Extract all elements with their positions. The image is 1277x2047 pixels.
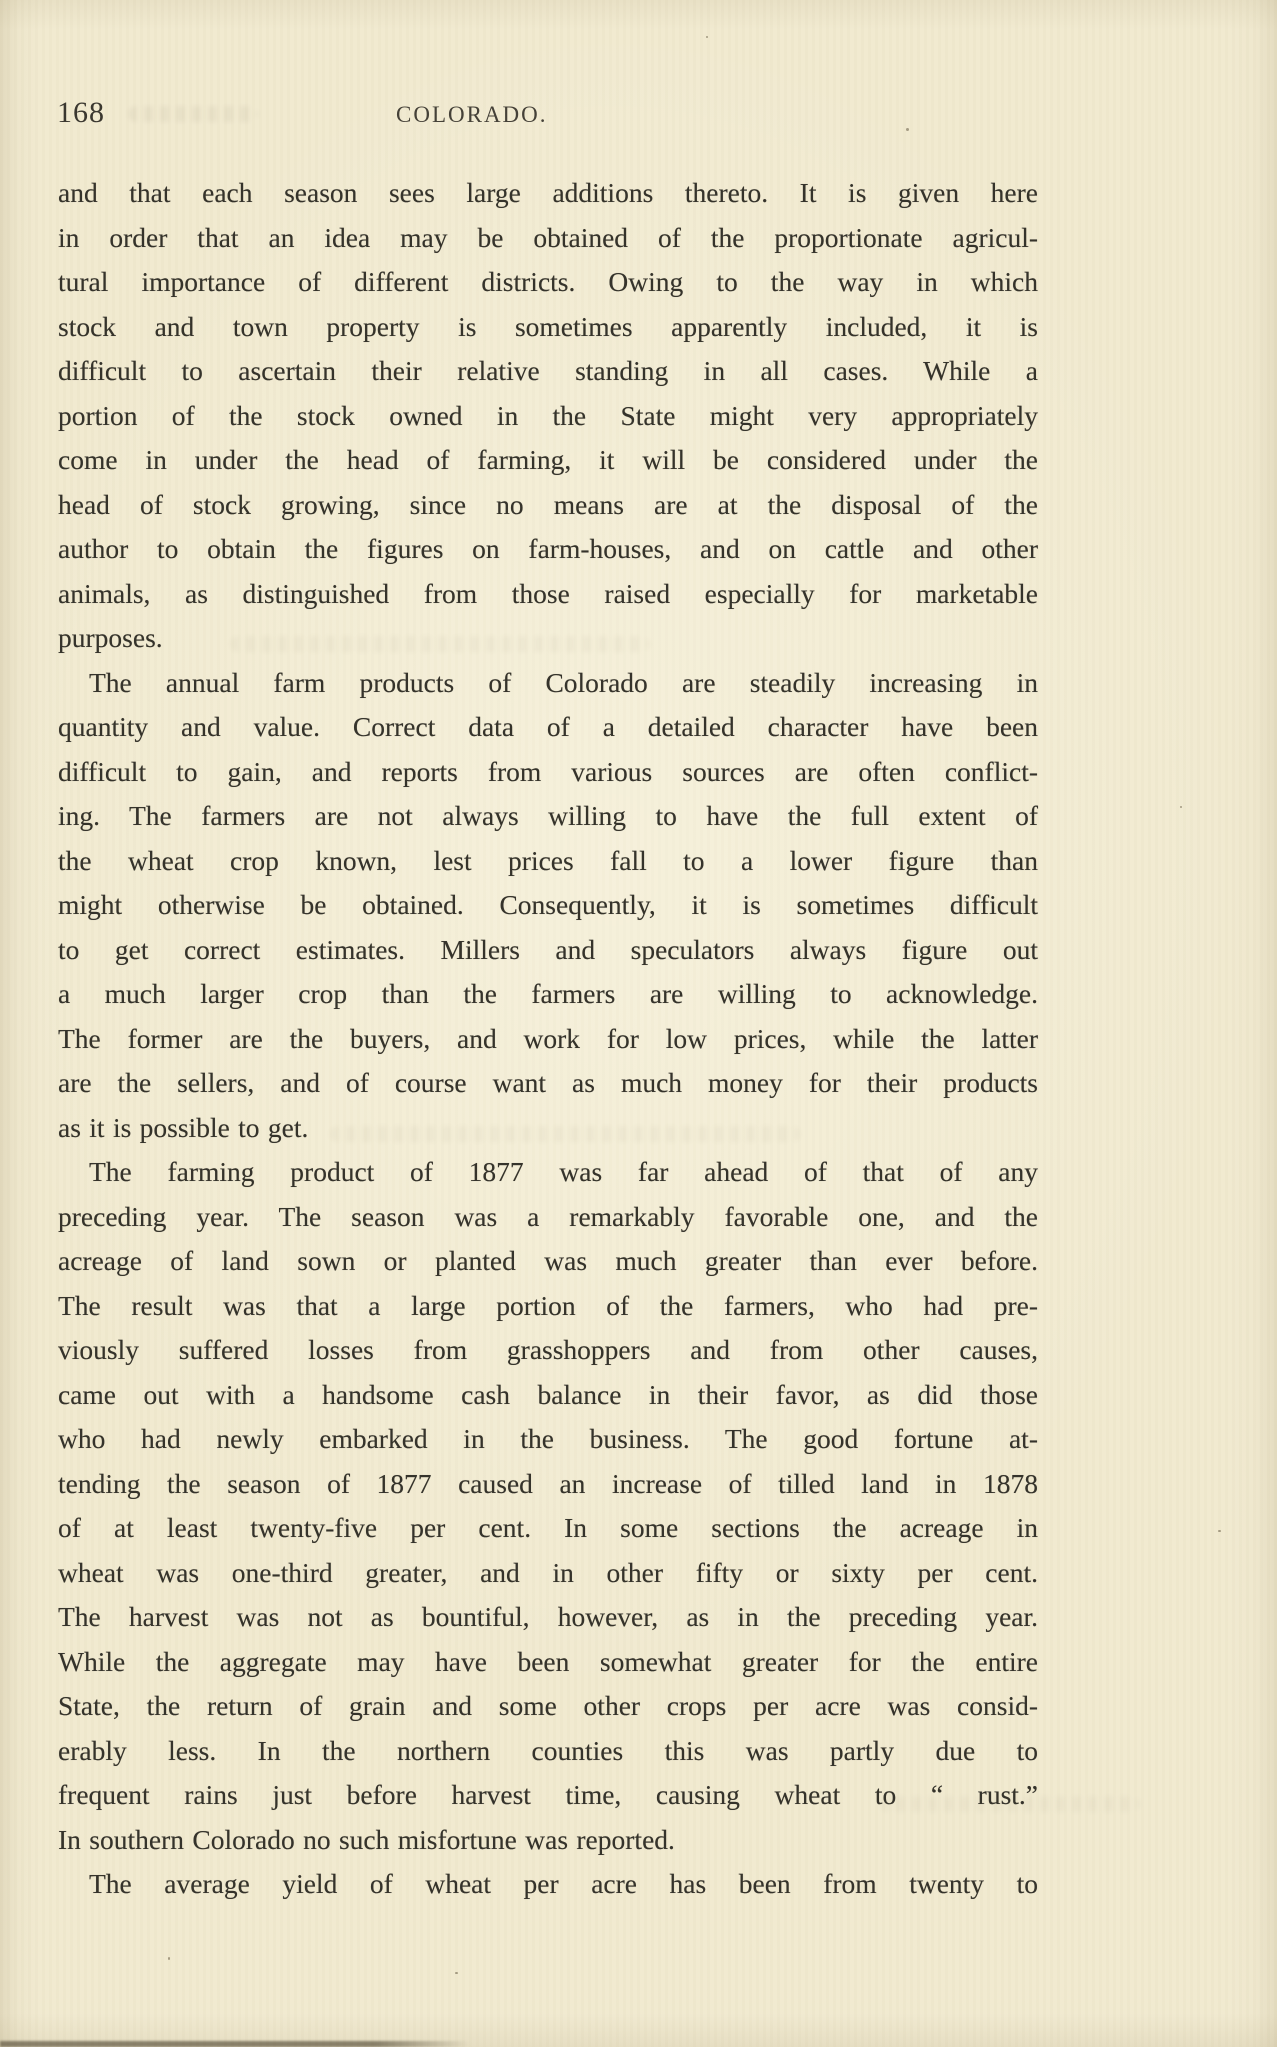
text-line: viously suffered losses from grasshoppers and from other causes, <box>58 1334 1038 1365</box>
text-line: The annual farm products of Colorado are steadily increasing in <box>89 666 1038 698</box>
paper-speck <box>1180 806 1182 808</box>
text-line: erably less. In the northern counties this was partly due to <box>58 1734 1038 1766</box>
text-line: as it is possible to get. <box>58 1111 309 1143</box>
text-line: in order that an idea may be obtained of the proportionate agricul- <box>58 221 1038 253</box>
paragraph <box>58 171 1038 661</box>
text-line: might otherwise be obtained. Consequently, it is sometimes difficult <box>58 889 1038 920</box>
text-line: come in under the head of farming, it will be considered under the <box>58 444 1038 475</box>
text-line: frequent rains just before harvest time, causing wheat to “ rust.” <box>58 1779 1038 1810</box>
text-line: tural importance of different districts. Owing to the way in which <box>58 266 1038 297</box>
text-line: The average yield of wheat per acre has been from twenty to <box>89 1868 1038 1899</box>
paper-speck <box>455 1972 458 1974</box>
paragraph <box>58 661 1038 1151</box>
text-line: came out with a handsome cash balance in their favor, as did those <box>58 1378 1038 1410</box>
text-line: a much larger crop than the farmers are willing to acknowledge. <box>58 978 1038 1009</box>
text-line: difficult to gain, and reports from various sources are often conflict- <box>58 755 1038 787</box>
page-number: 168 <box>57 96 105 129</box>
show-through-ghost <box>128 106 258 122</box>
paper-speck <box>706 36 708 38</box>
text-line: ing. The farmers are not always willing to have the full extent of <box>58 800 1038 831</box>
paragraph <box>58 1150 1038 1862</box>
paper-speck <box>1218 1530 1221 1532</box>
text-line: The former are the buyers, and work for low prices, while the latter <box>58 1022 1038 1054</box>
text-line: purposes. <box>58 622 163 653</box>
text-line: In southern Colorado no such misfortune was reported. <box>58 1823 675 1855</box>
paragraph <box>58 1862 1038 1907</box>
text-line: of at least twenty-five per cent. In some sections the acreage in <box>58 1512 1038 1543</box>
paper-speck <box>168 1957 170 1960</box>
text-line: quantity and value. Correct data of a detailed character have been <box>58 711 1038 742</box>
text-line: portion of the stock owned in the State might very appropriately <box>58 399 1038 431</box>
text-line: are the sellers, and of course want as much money for their products <box>58 1067 1038 1098</box>
text-line: and that each season sees large additions thereto. It is given here <box>58 177 1038 208</box>
text-line: the wheat crop known, lest prices fall to a lower figure than <box>58 844 1038 876</box>
text-line: difficult to ascertain their relative standing in all cases. While a <box>58 355 1038 386</box>
text-line: acreage of land sown or planted was much greater than ever before. <box>58 1245 1038 1276</box>
page-body-text <box>58 171 1038 1907</box>
running-title: COLORADO. <box>396 102 548 127</box>
text-line: State, the return of grain and some other crops per acre was consid- <box>58 1690 1038 1721</box>
text-line: animals, as distinguished from those raised especially for marketable <box>58 577 1038 609</box>
text-line: head of stock growing, since no means are at the disposal of the <box>58 488 1038 520</box>
scan-edge-shadow <box>0 2041 470 2047</box>
text-line: to get correct estimates. Millers and speculators always figure out <box>58 933 1038 965</box>
text-line: The result was that a large portion of the farmers, who had pre- <box>58 1289 1038 1321</box>
text-line: The harvest was not as bountiful, however, as in the preceding year. <box>58 1601 1038 1632</box>
text-line: who had newly embarked in the business. The good fortune at- <box>58 1423 1038 1454</box>
text-line: wheat was one-third greater, and in other fifty or sixty per cent. <box>58 1556 1038 1588</box>
text-line: preceding year. The season was a remarkably favorable one, and the <box>58 1200 1038 1232</box>
text-line: author to obtain the figures on farm-houses, and on cattle and other <box>58 533 1038 564</box>
text-line: The farming product of 1877 was far ahead of that of any <box>89 1156 1038 1187</box>
text-line: stock and town property is sometimes apparently included, it is <box>58 310 1038 342</box>
paper-speck <box>906 128 909 131</box>
text-line: tending the season of 1877 caused an increase of tilled land in 1878 <box>58 1467 1038 1499</box>
text-line: While the aggregate may have been somewhat greater for the entire <box>58 1645 1038 1677</box>
